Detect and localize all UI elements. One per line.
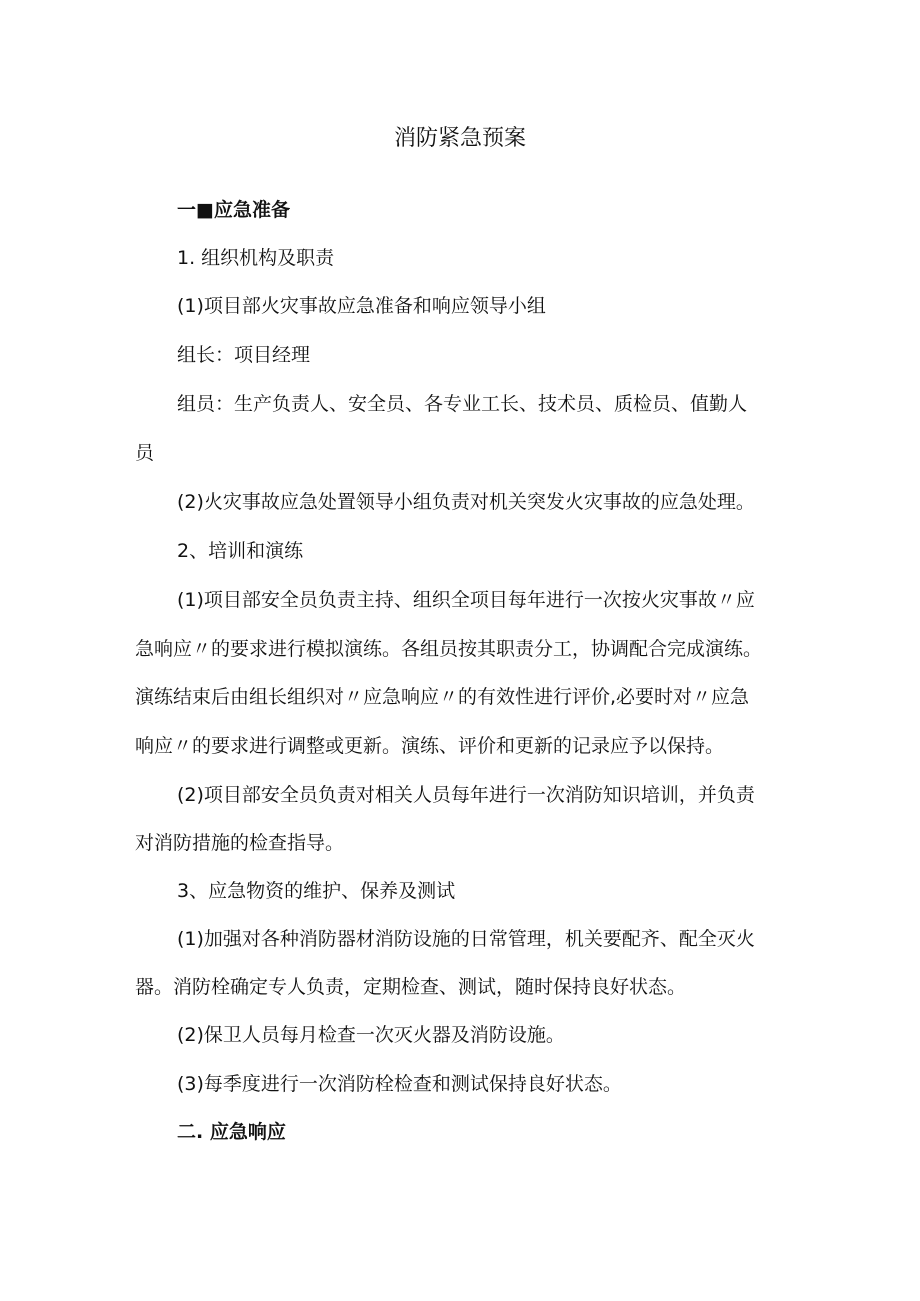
paragraph-line: (2)项目部安全员负责对相关人员每年进行一次消防知识培训，并负责 [177,784,755,806]
paragraph-line: (1)项目部火灾事故应急准备和响应领导小组 [177,295,546,317]
subsection-heading-organization: 1. 组织机构及职责 [177,247,335,269]
section-heading-emergency-response: 二. 应急响应 [177,1121,286,1143]
paragraph-line: 急响应〃的要求进行模拟演练。各组员按其职责分工，协调配合完成演练。 [135,638,763,660]
paragraph-line: 组长：项目经理 [177,344,311,366]
paragraph-line: (2)火灾事故应急处置领导小组负责对机关突发火灾事故的应急处理。 [177,491,755,513]
section-heading-emergency-preparation: 一■应急准备 [177,199,290,221]
subsection-heading-training: 2、培训和演练 [177,540,304,562]
paragraph-line: (1)加强对各种消防器材消防设施的日常管理，机关要配齐、配全灭火 [177,928,755,950]
paragraph-line: (2)保卫人员每月检查一次灭火器及消防设施。 [177,1024,565,1046]
paragraph-line: 员 [135,442,155,464]
subsection-heading-materials: 3、应急物资的维护、保养及测试 [177,880,456,902]
paragraph-line: 演练结束后由组长组织对〃应急响应〃的有效性进行评价,必要时对〃应急 [135,686,750,708]
paragraph-line: (1)项目部安全员负责主持、组织全项目每年进行一次按火灾事故〃应 [177,589,755,611]
paragraph-line: 响应〃的要求进行调整或更新。演练、评价和更新的记录应予以保持。 [135,735,725,757]
paragraph-line: 组员：生产负责人、安全员、各专业工长、技术员、质检员、值勤人 [177,393,748,415]
paragraph-line: 对消防措施的检查指导。 [135,832,345,854]
paragraph-line: (3)每季度进行一次消防栓检查和测试保持良好状态。 [177,1073,622,1095]
document-title: 消防紧急预案 [393,126,526,151]
paragraph-line: 器。消防栓确定专人负责，定期检查、测试，随时保持良好状态。 [135,976,687,998]
